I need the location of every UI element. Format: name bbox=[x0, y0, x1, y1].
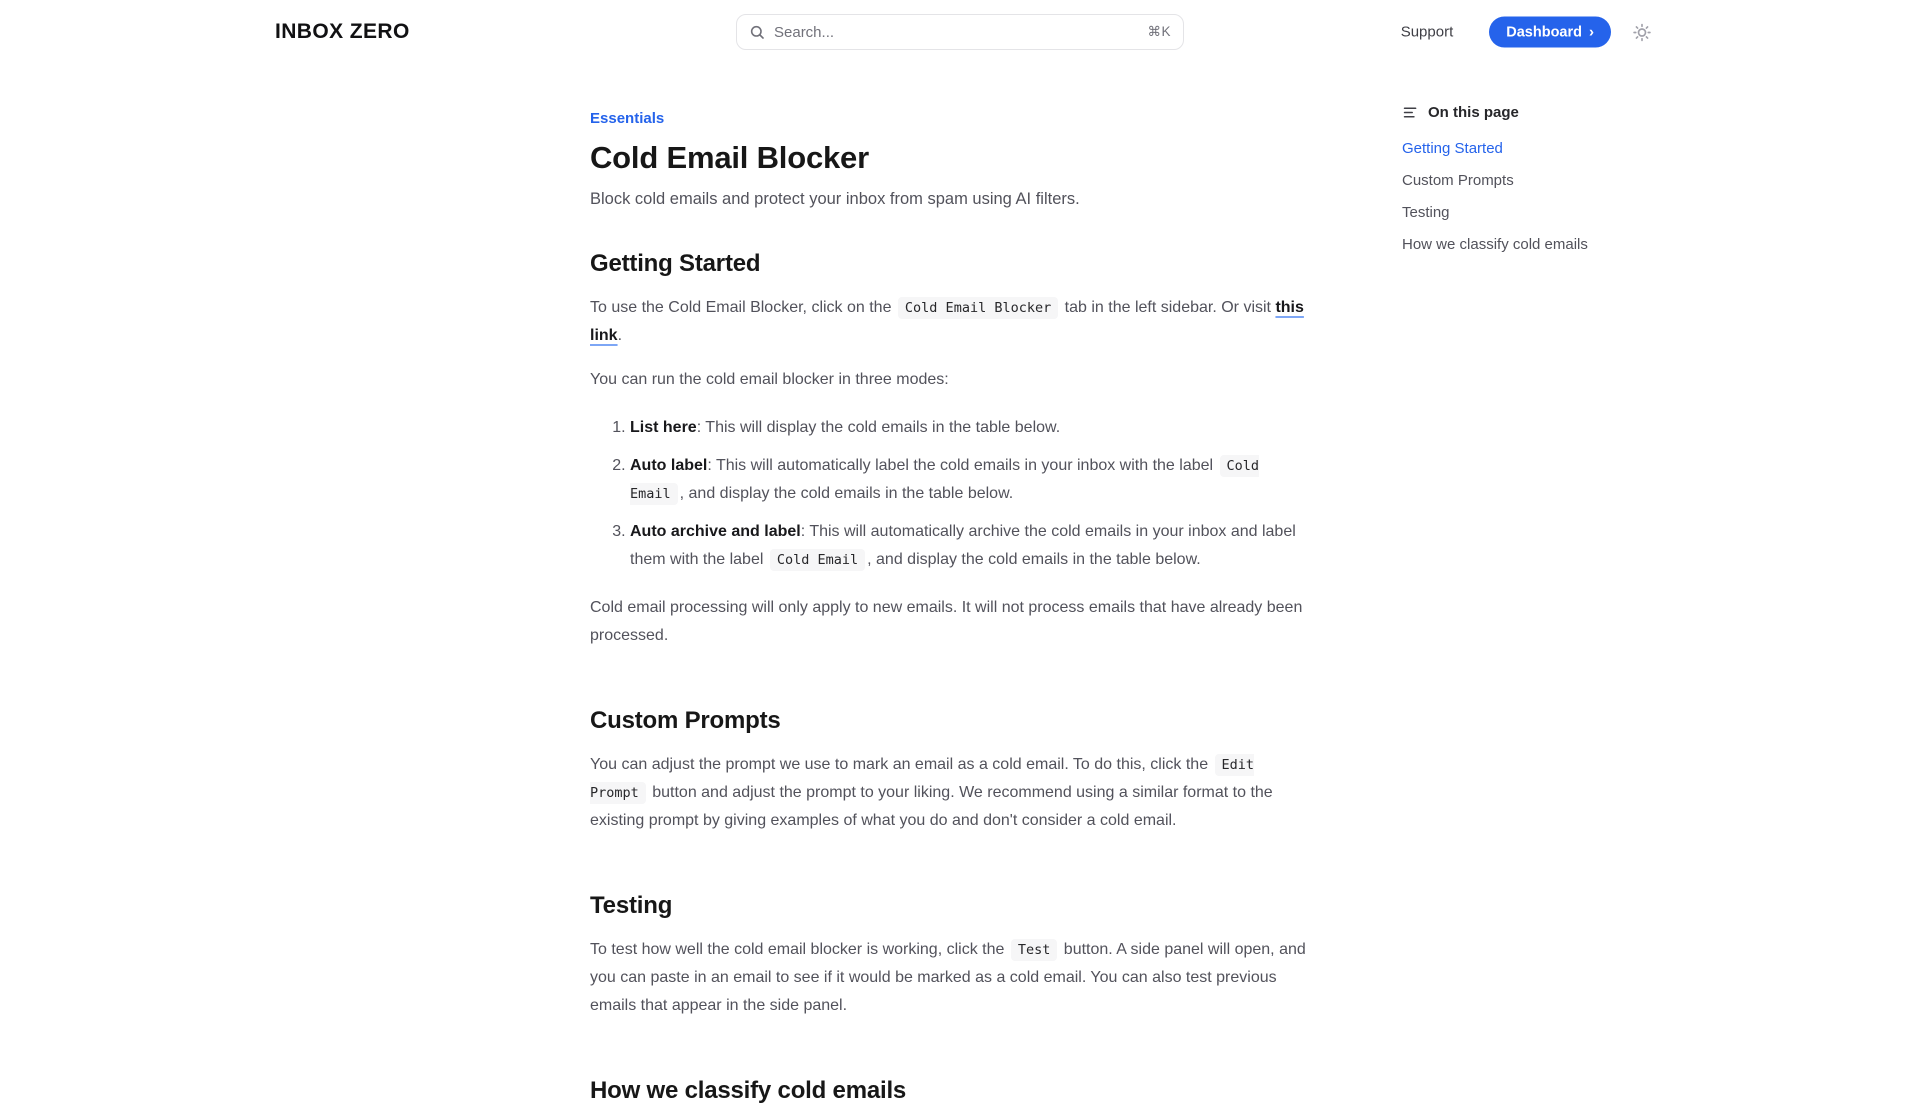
paragraph bbox=[590, 936, 1316, 1020]
modes-list bbox=[590, 414, 1316, 574]
text-run: button and adjust the prompt to your liking. We recommend using a similar format to the existing prompt by giving examples of what you do and don't consider a cold email. bbox=[590, 784, 1273, 830]
section-heading-how-we-classify-cold-emails: How we classify cold emails bbox=[590, 1077, 907, 1105]
inline-code: Cold Email Blocker bbox=[898, 297, 1058, 319]
inline-code: Cold Email bbox=[770, 549, 865, 571]
chevron-right-icon: › bbox=[1589, 23, 1594, 40]
text-run: , and display the cold emails in the table below. bbox=[679, 485, 1014, 503]
inline-code: Cold Email bbox=[630, 455, 1259, 505]
search-input[interactable] bbox=[774, 24, 1138, 41]
toc-link-getting-started[interactable]: Getting Started bbox=[1402, 140, 1503, 157]
page-subtitle: Block cold emails and protect your inbox from spam using AI filters. bbox=[590, 190, 1080, 209]
dashboard-button-label: Dashboard bbox=[1506, 24, 1582, 40]
search-shortcut: ⌘K bbox=[1147, 24, 1171, 39]
top-navbar bbox=[0, 0, 1920, 64]
text-run: You can run the cold email blocker in three modes: bbox=[590, 371, 949, 389]
text-run: button. A side panel will open, and you can paste in an email to see if it would be marked as a cold email. You can also test previous emails that appear in the side panel. bbox=[590, 941, 1306, 1015]
article bbox=[590, 64, 1316, 1105]
sun-icon bbox=[1632, 22, 1652, 42]
page-title: Cold Email Blocker bbox=[590, 140, 869, 175]
text-run: : This will automatically archive the cold emails in your inbox and label them with the label bbox=[630, 523, 1296, 569]
search-bar[interactable] bbox=[736, 14, 1184, 50]
section-heading-testing: Testing bbox=[590, 892, 673, 920]
breadcrumb[interactable]: Essentials bbox=[590, 110, 665, 127]
section-heading-custom-prompts: Custom Prompts bbox=[590, 707, 781, 735]
text-run: , and display the cold emails in the table below. bbox=[867, 551, 1201, 569]
text-run: . bbox=[617, 327, 623, 345]
text-run: You can adjust the prompt we use to mark an email as a cold email. To do this, click the bbox=[590, 756, 1213, 774]
text-run: To test how well the cold email blocker is working, click the bbox=[590, 941, 1009, 959]
paragraph bbox=[590, 594, 1316, 650]
text-run: tab in the left sidebar. Or visit bbox=[1060, 299, 1276, 317]
bold-label: Auto archive and label bbox=[630, 523, 801, 541]
inline-code: Edit Prompt bbox=[590, 754, 1254, 804]
inbox-zero-logo[interactable]: INBOX ZERO bbox=[275, 20, 410, 43]
text-run: Cold email processing will only apply to new emails. It will not process emails that have already been processed. bbox=[590, 599, 1303, 645]
on-this-page-panel bbox=[1402, 104, 1612, 268]
support-link[interactable]: Support bbox=[1400, 23, 1454, 41]
bold-label: Auto label bbox=[630, 457, 708, 475]
toc-link-custom-prompts[interactable]: Custom Prompts bbox=[1402, 172, 1514, 189]
table-of-contents-icon bbox=[1402, 104, 1419, 121]
list-item bbox=[630, 518, 1316, 574]
text-run: : This will display the cold emails in the table below. bbox=[696, 419, 1061, 437]
paragraph bbox=[590, 366, 1316, 394]
toc-link-testing[interactable]: Testing bbox=[1402, 204, 1450, 221]
toc-header bbox=[1402, 104, 1612, 121]
navbar-actions bbox=[1401, 17, 1652, 48]
inline-link[interactable]: this link bbox=[590, 299, 1304, 345]
text-run: : This will automatically label the cold emails in your inbox with the label bbox=[707, 457, 1218, 475]
inline-code: Test bbox=[1011, 939, 1058, 961]
article-sections bbox=[590, 250, 1316, 1105]
theme-toggle-button[interactable] bbox=[1632, 22, 1652, 42]
toc-title: On this page bbox=[1428, 104, 1519, 121]
section-heading-getting-started: Getting Started bbox=[590, 250, 761, 278]
list-item bbox=[630, 414, 1316, 442]
dashboard-button[interactable] bbox=[1489, 17, 1611, 48]
text-run: To use the Cold Email Blocker, click on the bbox=[590, 299, 896, 317]
paragraph bbox=[590, 751, 1316, 835]
bold-label: List here bbox=[630, 419, 697, 437]
paragraph bbox=[590, 294, 1316, 350]
toc-links bbox=[1402, 140, 1612, 254]
list-item bbox=[630, 452, 1316, 508]
search-icon bbox=[749, 24, 765, 40]
toc-link-how-we-classify-cold-emails[interactable]: How we classify cold emails bbox=[1402, 236, 1588, 253]
